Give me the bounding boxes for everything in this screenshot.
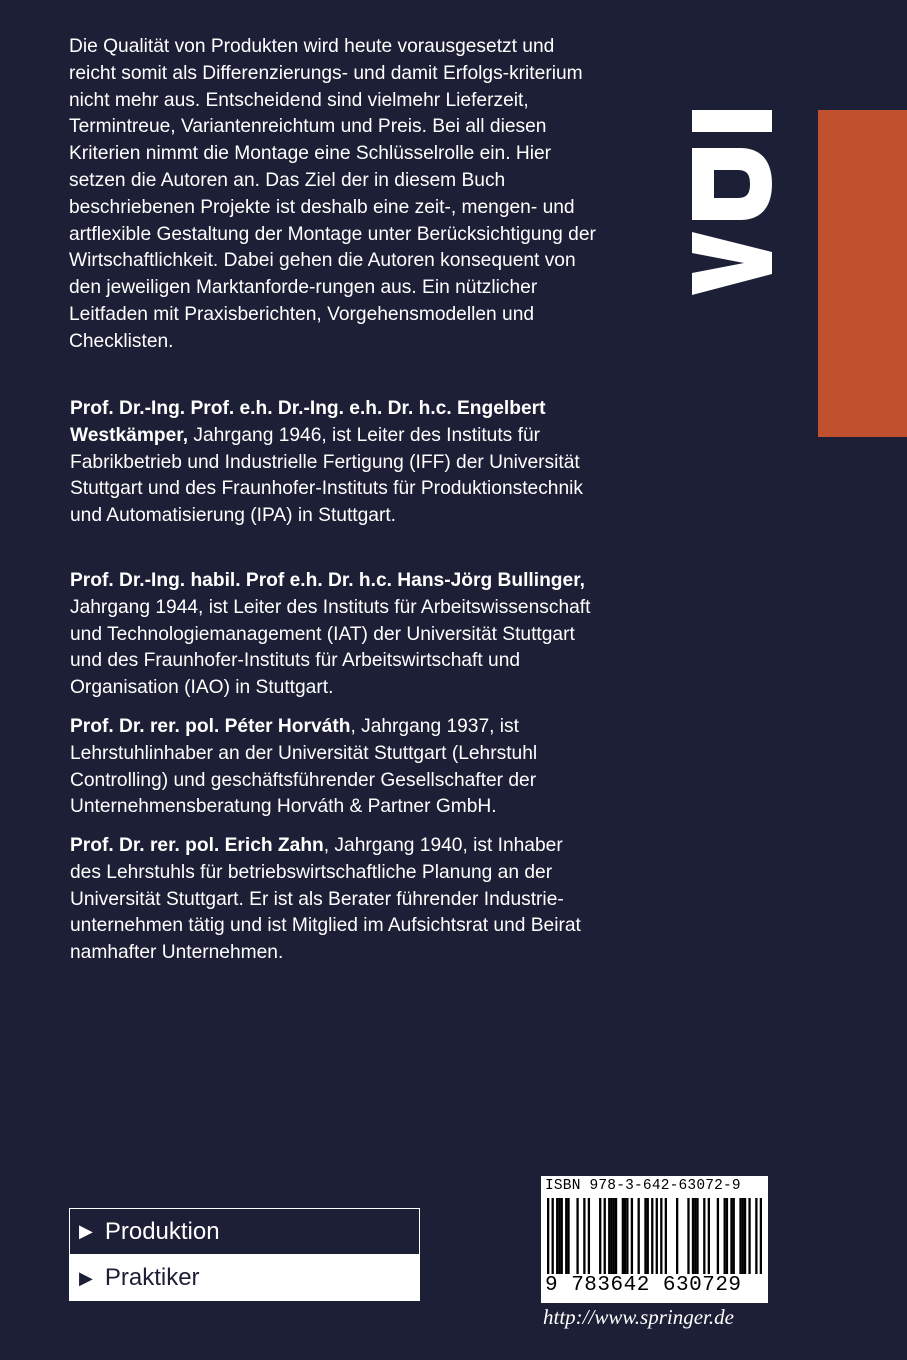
barcode-bar [552,1198,554,1274]
barcode-bar [717,1198,719,1274]
barcode-bar [615,1198,617,1274]
author-name: Prof. Dr.-Ing. habil. Prof e.h. Dr. h.c. Hans-Jörg Bullinger, [70,570,585,591]
vdi-logo [692,110,772,295]
barcode-bar [703,1198,705,1274]
barcode-bar [624,1198,626,1274]
barcode-bar [733,1198,735,1274]
ean-digits: 9 783642 630729 [545,1274,742,1297]
barcode-bar [739,1198,741,1274]
barcode-bar [576,1198,578,1274]
author-bio-zahn [70,833,598,967]
triangle-right-icon: ▶ [79,1267,93,1288]
barcode-bar [561,1198,563,1274]
author-bio-bullinger [70,568,598,702]
author-description: , Jahrgang 1937, ist Lehrstuhlinhaber an der Universität Stuttgart (Lehrstuhl Controlling) und geschäftsführender Gesellschafter der Unternehmensberatung Horváth & Partner GmbH. [70,716,538,818]
author-description: , Jahrgang 1940, ist Inhaber des Lehrstuhls für betriebswirtschaftliche Planung an der Universität Stuttgart. Er ist als Berater führender Industrie-unternehmen tätig und ist Mitglied im Aufsichtsrat und Beirat namhafter Unternehmen. [70,835,581,964]
barcode-bar [760,1198,762,1274]
author-name: Prof. Dr.-Ing. Prof. e.h. Dr.-Ing. e.h. Dr. h.c. Engelbert Westkämper, [70,398,546,446]
triangle-right-icon: ▶ [79,1221,93,1241]
series-item-produktion [70,1209,419,1255]
barcode-bar [665,1198,667,1274]
barcode-bar [604,1198,606,1274]
series-box [69,1208,420,1301]
barcode [541,1176,768,1303]
barcode-bar [583,1198,585,1274]
barcode-bar [626,1198,628,1274]
barcode-bar [730,1198,732,1274]
barcode-bar [556,1198,558,1274]
series-item-praktiker [70,1255,419,1301]
back-cover-blurb: Die Qualität von Produkten wird heute vorausgesetzt und reicht somit als Differenzierungs- und damit Erfolgs-kriterium nicht mehr aus. Entscheidend sind vielmehr Lieferzeit, Termintreue, Variantenreichtum und Preis. Bei all diesen Kriterien nimmt die Montage eine Schlüsselrolle ein. Hier setzen die Autoren an. Das Ziel der in diesem Buch beschriebenen Projekte ist deshalb eine zeit-, mengen- und artflexible Gestaltung der Montage unter Berücksichtigung der Wirtschaftlichkeit. Dabei gehen die Autoren konsequent von den jeweiligen Marktanforde-rungen aus. Ein nützlicher Leitfaden mit Praxisberichten, Vorgehensmodellen und Checklisten. [69,36,596,352]
barcode-bar [724,1198,726,1274]
publisher-url[interactable]: http://www.springer.de [543,1305,734,1329]
barcode-bar [622,1198,624,1274]
barcode-bar [558,1198,560,1274]
barcode-bar [567,1198,569,1274]
barcode-bar [708,1198,710,1274]
barcode-bar [608,1198,610,1274]
accent-bar [818,110,907,437]
barcode-bar [613,1198,615,1274]
barcode-bar [726,1198,728,1274]
barcode-bar [742,1198,744,1274]
author-bio-horvath [70,714,598,821]
barcode-bar [692,1198,694,1274]
isbn-label: ISBN 978-3-642-63072-9 [545,1178,741,1194]
barcode-bar [610,1198,612,1274]
barcode-bar [687,1198,689,1274]
barcode-bar [694,1198,696,1274]
author-description: Jahrgang 1946, ist Leiter des Instituts für Fabrikbetrieb und Industrielle Fertigung (IFF) der Universität Stuttgart und des Fraunhofer-Instituts für Produktionstechnik und Automatisierung (IPA) in Stuttgart. [70,424,584,527]
barcode-bar [588,1198,590,1274]
barcode-bar [631,1198,633,1274]
barcode-bar [599,1198,601,1274]
barcode-bar [547,1198,549,1274]
barcode-bar [565,1198,567,1274]
barcode-bar [744,1198,746,1274]
series-label: Produktion [104,1217,220,1245]
barcode-bar [755,1198,757,1274]
author-bio-westkaemper [70,396,598,530]
author-name: Prof. Dr. rer. pol. Péter Horváth [70,716,351,737]
barcode-bar [644,1198,646,1274]
barcode-bar [656,1198,658,1274]
barcode-bar [660,1198,662,1274]
series-label: Praktiker [104,1264,200,1291]
author-name: Prof. Dr. rer. pol. Erich Zahn [70,835,324,856]
barcode-bar [647,1198,649,1274]
barcode-bar [638,1198,640,1274]
author-description: Jahrgang 1944, ist Leiter des Instituts für Arbeitswissenschaft und Technologiemanagement (IAT) der Universität Stuttgart und des Fraunhofer-Instituts für Arbeitswirtschaft und Organisation (IAO) in Stuttgart. [70,596,591,699]
barcode-bars [547,1198,762,1274]
barcode-bar [748,1198,750,1274]
barcode-bar [696,1198,698,1274]
barcode-bar [651,1198,653,1274]
barcode-bar [676,1198,678,1274]
